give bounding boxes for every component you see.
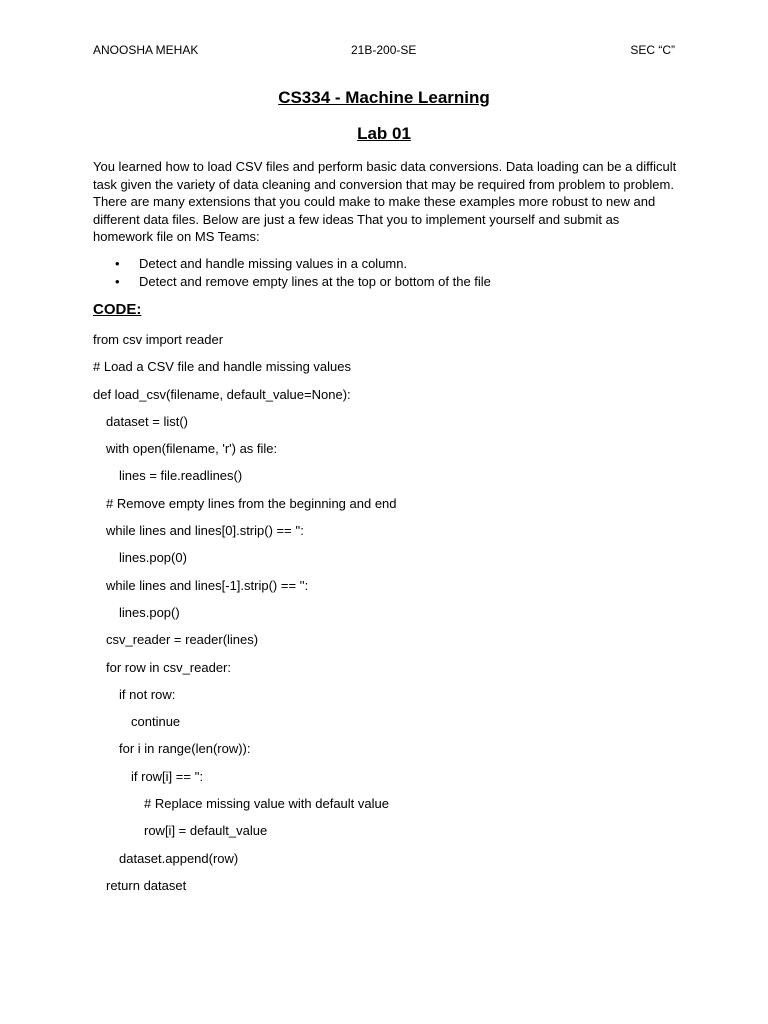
course-title-text: CS334 - Machine Learning	[278, 88, 490, 107]
code-line: from csv import reader	[93, 332, 224, 347]
code-line: while lines and lines[-1].strip() == '':	[106, 577, 309, 593]
code-line: for i in range(len(row)):	[119, 741, 251, 757]
list-item	[93, 255, 678, 273]
section-label: SEC “C”	[630, 43, 675, 57]
code-line: lines = file.readlines()	[119, 468, 243, 484]
lab-title	[0, 124, 768, 144]
lab-title-text: Lab 01	[357, 124, 411, 143]
code-line: lines.pop(0)	[119, 550, 187, 566]
intro-paragraph: You learned how to load CSV files and perform basic data conversions. Data loading can be a difficult task given the variety of data cleaning and conversion that may be required from problem to problem. There are many extensions that you could make to make these examples more robust to new and different data files. Below are just a few ideas That you to implement yourself and submit as homework file on MS Teams:	[93, 159, 677, 245]
bullet-marker: •	[115, 274, 120, 289]
code-heading: CODE:	[93, 301, 142, 318]
code-line: # Replace missing value with default value	[144, 796, 389, 812]
code-line: row[i] = default_value	[144, 823, 268, 839]
code-line: dataset = list()	[106, 413, 189, 429]
code-line: while lines and lines[0].strip() == '':	[106, 523, 304, 539]
code-line: lines.pop()	[119, 604, 180, 620]
student-id: 21B-200-SE	[351, 43, 417, 57]
bullet-marker: •	[115, 256, 120, 271]
list-item-text: Detect and remove empty lines at the top or bottom of the file	[139, 274, 491, 289]
code-line: # Load a CSV file and handle missing values	[93, 359, 351, 375]
code-line: # Remove empty lines from the beginning and end	[106, 495, 397, 511]
code-line: def load_csv(filename, default_value=None):	[93, 386, 351, 402]
code-line: csv_reader = reader(lines)	[106, 632, 259, 648]
code-line: return dataset	[106, 877, 187, 893]
code-block	[93, 330, 678, 903]
code-line: if row[i] == '':	[131, 768, 204, 784]
code-line: if not row:	[119, 686, 176, 702]
list-item-text: Detect and handle missing values in a column.	[139, 256, 408, 271]
code-line: for row in csv_reader:	[106, 659, 231, 675]
code-line: continue	[131, 714, 181, 730]
student-name: ANOOSHA MEHAK	[93, 43, 199, 57]
list-item	[93, 273, 678, 291]
course-title	[0, 88, 768, 108]
code-line: dataset.append(row)	[119, 850, 239, 866]
task-list	[93, 255, 678, 291]
page-header	[93, 43, 675, 59]
code-line: with open(filename, 'r') as file:	[106, 441, 278, 457]
